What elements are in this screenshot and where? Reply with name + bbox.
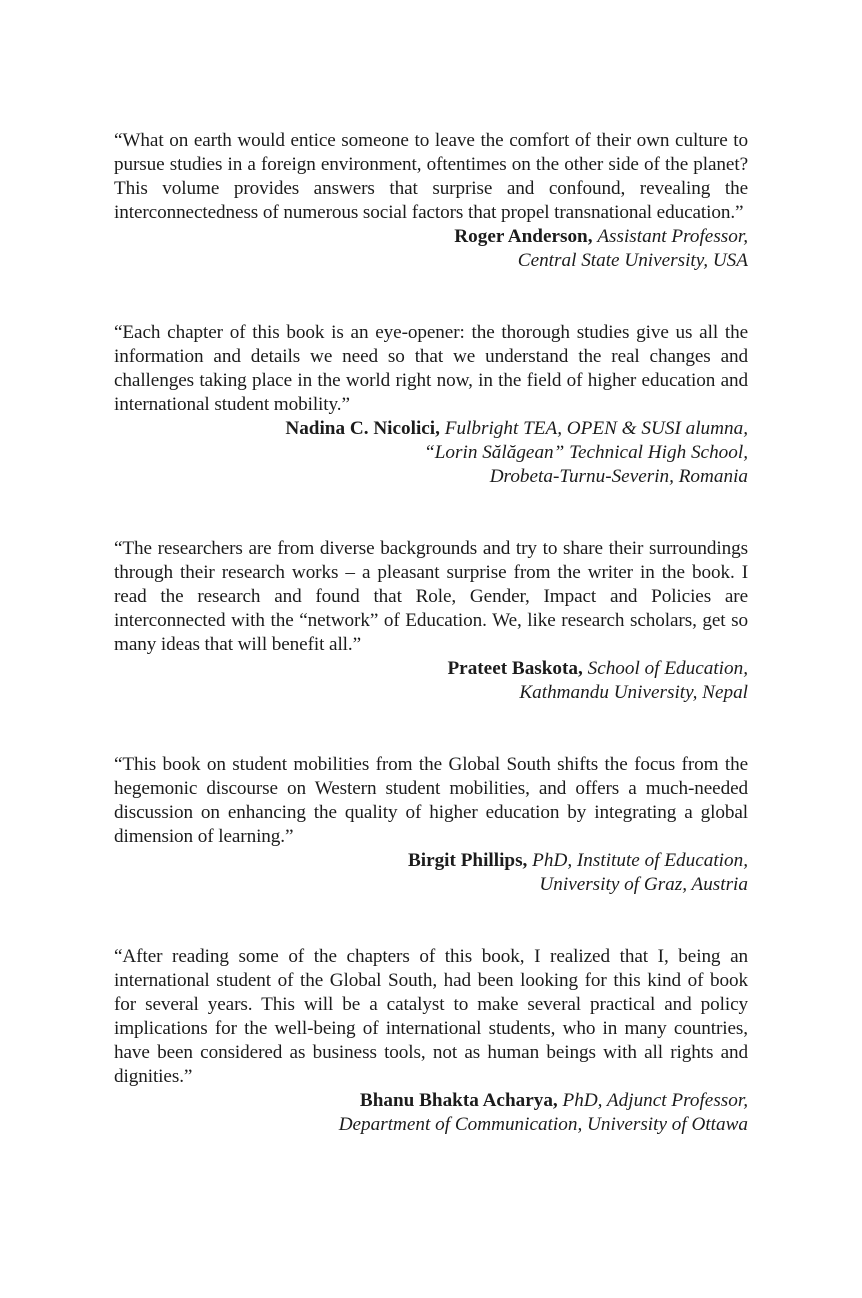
endorsement-bhanu-acharya [114, 945, 748, 1137]
endorser-name: Roger Anderson, [454, 226, 593, 247]
endorsement-quote: “Each chapter of this book is an eye-opener: the thorough studies give us all the information and details we need so that we understand the real changes and challenges taking place in the world right now, in the field of higher education and international student mobility.” [114, 322, 748, 415]
endorser-affiliation: Kathmandu University, Nepal [519, 682, 748, 703]
endorser-location: Drobeta-Turnu-Severin, Romania [489, 466, 748, 487]
endorser-name: Bhanu Bhakta Acharya, [359, 1090, 558, 1111]
endorser-name: Nadina C. Nicolici, [285, 418, 440, 439]
endorsements-page [114, 129, 748, 1185]
endorser-role: PhD, Institute of Education, [532, 850, 748, 871]
endorser-affiliation: Department of Communication, University of Ottawa [338, 1114, 748, 1135]
endorser-role: Fulbright TEA, OPEN & SUSI alumna, [444, 418, 748, 439]
endorsement-attribution [114, 1089, 748, 1137]
endorsement-roger-anderson [114, 129, 748, 273]
endorser-affiliation: University of Graz, Austria [539, 874, 748, 895]
endorsement-quote: “What on earth would entice someone to leave the comfort of their own culture to pursue studies in a foreign environment, oftentimes on the other side of the planet? This volume provides answers that surprise and confound, revealing the interconnectedness of numerous social factors that propel transnational education.” [114, 130, 748, 223]
endorsement-prateet-baskota [114, 537, 748, 705]
endorsement-nadina-nicolici [114, 321, 748, 489]
endorsement-attribution [114, 849, 748, 897]
endorsement-quote: “After reading some of the chapters of this book, I realized that I, being an international student of the Global South, had been looking for this kind of book for several years. This will be a catalyst to make several practical and policy implications for the well-being of international students, who in many countries, have been considered as business tools, not as human beings with all rights and dignities.” [114, 946, 748, 1087]
endorsement-birgit-phillips [114, 753, 748, 897]
endorser-role: Assistant Professor, [597, 226, 748, 247]
endorsement-attribution [114, 657, 748, 705]
endorser-role: School of Education, [587, 658, 748, 679]
endorser-name: Prateet Baskota, [447, 658, 583, 679]
endorsement-quote: “The researchers are from diverse backgrounds and try to share their surroundings through their research works – a pleasant surprise from the writer in the book. I read the research and found that Role, Gender, Impact and Policies are interconnected with the “network” of Education. We, like research scholars, get so many ideas that will benefit all.” [114, 538, 748, 655]
endorsement-attribution [114, 225, 748, 273]
endorser-affiliation: “Lorin Sălăgean” Technical High School, [424, 442, 748, 463]
endorser-affiliation: Central State University, USA [517, 250, 748, 271]
endorser-name: Birgit Phillips, [407, 850, 528, 871]
endorsement-attribution [114, 417, 748, 489]
endorser-role: PhD, Adjunct Professor, [562, 1090, 748, 1111]
endorsement-quote: “This book on student mobilities from the Global South shifts the focus from the hegemonic discourse on Western student mobilities, and offers a much-needed discussion on enhancing the quality of higher education by integrating a global dimension of learning.” [114, 754, 748, 847]
